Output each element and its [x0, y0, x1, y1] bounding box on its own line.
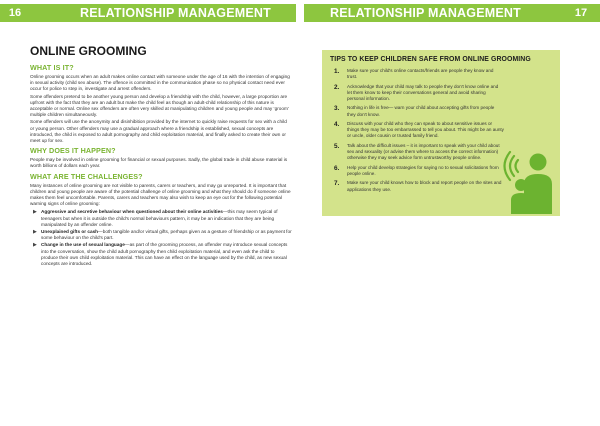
right-header-title: RELATIONSHIP MANAGEMENT: [330, 6, 521, 20]
arrow-bullet-icon: ▶: [33, 242, 37, 249]
tip-text: Make sure your child knows how to block and report people on the sites and applications they use.: [347, 180, 502, 192]
tip-number: 3.: [334, 105, 340, 113]
tip-text: Make sure your child's online contacts/friends are people they know and trust.: [347, 68, 494, 80]
paragraph: Many instances of online grooming are not visible to parents, carers or teachers, and may go unreported. It is important that children and young people are aware of the potential challenge of online grooming and what they should do if someone online makes them feel uncomfortable. Parents, carers and teachers may also wish to keep an eye out for the following potential warning signs of online grooming:: [30, 182, 291, 207]
paragraph: Online grooming occurs when an adult makes online contact with someone under the age of 16 with the intention of engaging in sexual activity (child sex abuse). The offence is committed in the communication phase so no physical contact need ever occur for police to step in, investigate and arrest offenders.: [30, 74, 290, 92]
warning-signs-list: [30, 209, 292, 267]
people-talking-icon: [502, 150, 558, 214]
arrow-bullet-icon: ▶: [33, 229, 37, 236]
left-header-title: RELATIONSHIP MANAGEMENT: [80, 6, 271, 20]
tip-item: [334, 143, 504, 161]
tip-item: [334, 165, 504, 177]
tip-number: 2.: [334, 83, 340, 91]
tip-item: [334, 68, 504, 80]
bullet-text: —as part of the grooming process, an offender may introduce sexual concepts into the conversation, show the child adult pornography then child exploitation material, and even ask the child to produce their own child exploitation material. This can have an effect on the language used by the child, as new sexual concepts are introduced.: [41, 242, 288, 267]
tip-number: 7.: [334, 180, 340, 188]
tips-box: [322, 50, 560, 216]
section-heading-challenges: WHAT ARE THE CHALLENGES?: [30, 171, 143, 181]
article-title: ONLINE GROOMING: [30, 44, 147, 58]
article-column: [30, 44, 292, 268]
section-heading-why-does-it-happen: WHY DOES IT HAPPEN?: [30, 146, 116, 156]
tip-item: [334, 121, 504, 139]
bullet-text: —this may seem typical of teenagers but when it is outside the child's normal behaviours pattern, it may be an indication that they are being manipulated by an offender online.: [41, 209, 278, 227]
right-page-number: 17: [574, 7, 588, 19]
tip-number: 5.: [334, 142, 340, 150]
bullet-lead: Change in the use of sexual language: [41, 242, 125, 248]
paragraph: People may be involved in online grooming for financial or sexual purposes. Sadly, the global trade in child abuse material is worth billions of dollars each year.: [30, 157, 288, 169]
tip-item: [334, 84, 504, 102]
tip-item: [334, 180, 504, 192]
arrow-bullet-icon: ▶: [33, 209, 37, 216]
tips-title: TIPS TO KEEP CHILDREN SAFE FROM ONLINE GROOMING: [330, 56, 531, 63]
tip-item: [334, 105, 504, 117]
tip-number: 1.: [334, 68, 340, 75]
tip-text: Acknowledge that your child may talk to people they don't know online and let them know to keep their conversations general and avoid sharing personal information.: [347, 83, 499, 101]
list-item: [30, 229, 292, 241]
tip-text: Talk about the difficult issues – it is important to speak with your child about sex and sexuality (or advise them where to access the correct information) otherwise they may seek advice form untrustworthy people online.: [347, 142, 500, 161]
tip-text: Help your child develop strategies for saying no to sexual solicitations from people online.: [347, 164, 499, 176]
bullet-lead: Unexplained gifts or cash: [41, 229, 99, 235]
list-item: [30, 242, 292, 267]
left-page-number: 16: [8, 7, 22, 19]
paragraph: Some offenders pretend to be another young person and develop a friendship with the child, however, a large proportion are upfront with the fact that they are an adult but make the child feel as though an adult-child relationship of this nature is acceptable or normal. Online sex offenders are often very skilled at manipulating children and young people and may ‘groom’ multiple children simultaneously.: [30, 93, 289, 118]
paragraph: Some offenders will use the anonymity and disinhibition provided by the internet to quickly raise requests for sex with a child or young person. Other offenders may use a gradual approach where a friendship is established, sexual concepts are introduced, the child is exposed to adult pornography and child exploitation material, and finally asked to create their own or meet up for sex.: [30, 119, 287, 144]
section-heading-what-is-it: WHAT IS IT?: [30, 63, 74, 72]
tip-text: Discuss with your child who they can speak to about sensitive issues or things they may be too embarrassed to tell you about. This might be an aunty or uncle, older cousin or trusted family friend.: [347, 121, 504, 139]
tip-number: 6.: [334, 164, 340, 172]
list-item: [30, 209, 292, 228]
bullet-lead: Aggressive and secretive behaviour when questioned about their online activities: [41, 209, 223, 215]
tip-number: 4.: [334, 121, 340, 129]
bullet-text: —both tangible and/or virtual gifts, perhaps given as a gesture of friendship or as payment for some behaviour on the child's part.: [41, 229, 292, 241]
tip-text: Nothing in life is free— warn your child about accepting gifts from people they don't know.: [347, 105, 495, 117]
right-page-header: [304, 4, 600, 22]
tips-list: [334, 68, 504, 196]
left-page-header: [0, 4, 296, 22]
